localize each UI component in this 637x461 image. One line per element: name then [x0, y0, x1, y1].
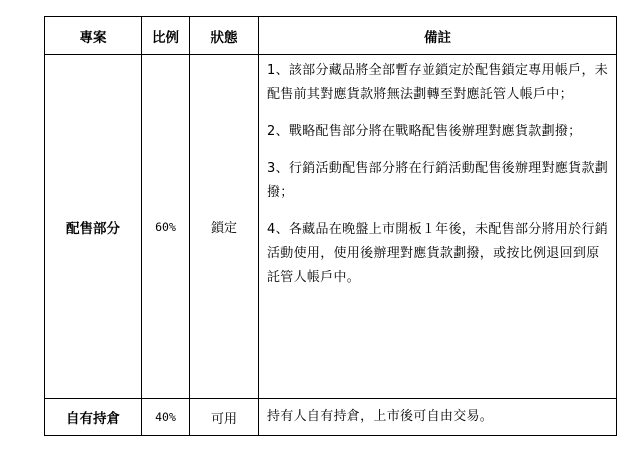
ratio-cell: 40% [142, 399, 190, 436]
note-cell [259, 399, 617, 436]
ratio-cell: 60% [142, 55, 190, 399]
status-cell: 鎖定 [190, 55, 259, 399]
note-paragraph: 3、行銷活動配售部分將在行銷活動配售後辦理對應貨款劃撥； [267, 161, 609, 200]
header-status: 狀態 [190, 17, 259, 55]
item-cell: 配售部分 [45, 55, 142, 399]
table-header-row [45, 17, 617, 55]
table-row [45, 55, 617, 399]
header-note: 備註 [259, 17, 617, 55]
note-cell [259, 55, 617, 399]
item-cell: 自有持倉 [45, 399, 142, 436]
table-row [45, 399, 617, 436]
note-paragraph: 4、各藏品在晚盤上市開板１年後，未配售部分將用於行銷活動使用，使用後辦理對應貨款劃撥，或按比例退回到原託管人帳戶中。 [267, 222, 609, 285]
allocation-table [44, 16, 617, 436]
note-paragraph: 2、戰略配售部分將在戰略配售後辦理對應貨款劃撥； [267, 124, 582, 139]
note-paragraph: 1、該部分藏品將全部暫存並鎖定於配售鎖定專用帳戶，未配售前其對應貨款將無法劃轉至對應託管人帳戶中； [267, 63, 609, 102]
note-paragraph: 持有人自有持倉，上市後可自由交易。 [267, 409, 494, 424]
header-item: 專案 [45, 17, 142, 55]
header-ratio: 比例 [142, 17, 190, 55]
status-cell: 可用 [190, 399, 259, 436]
